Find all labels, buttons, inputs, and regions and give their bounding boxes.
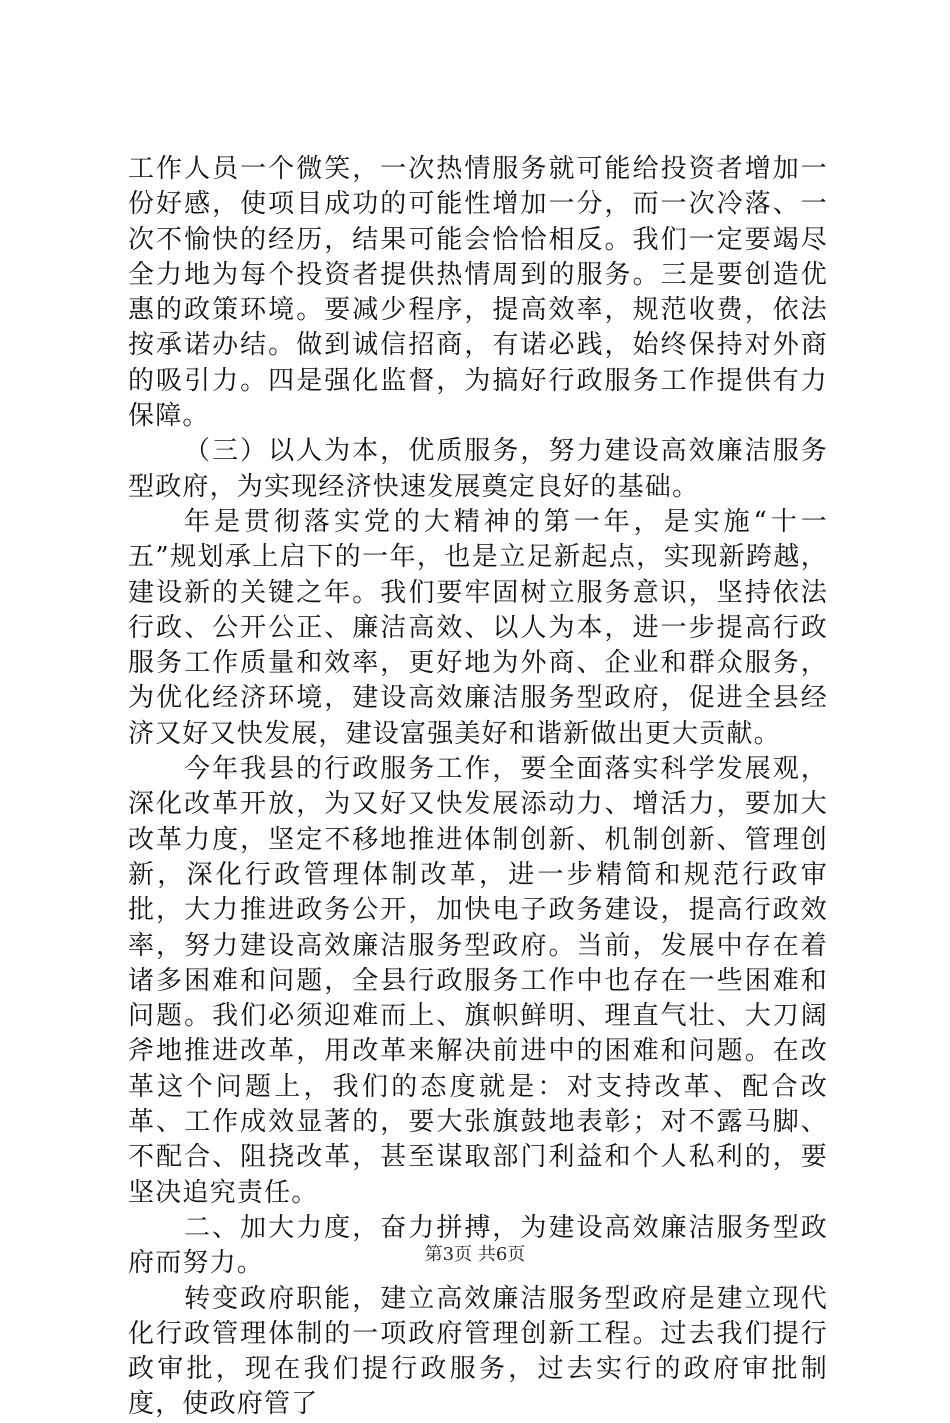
page-number-footer: 第3页 共6页 [424, 1244, 526, 1265]
paragraph-1: 工作人员一个微笑，一次热情服务就可能给投资者增加一份好感，使项目成功的可能性增加一分，而一次冷落、一次不愉快的经历，结果可能会恰恰相反。我们一定要竭尽全力地为每个投资者提供热情周到的服务。三是要创造优惠的政策环境。要减少程序，提高效率，规范收费，依法按承诺办结。做到诚信招商，有诺必践，始终保持对外商的吸引力。四是强化监督，为搞好行政服务工作提供有力保障。 [128, 154, 828, 432]
paragraph-5: 二、加大力度，奋力拼搏，为建设高效廉洁服务型政府而努力。 [128, 1212, 828, 1279]
document-body [128, 152, 828, 1423]
paragraph-6: 转变政府职能，建立高效廉洁服务型政府是建立现代化行政管理体制的一项政府管理创新工程。过去我们提行政审批，现在我们提行政服务，过去实行的政府审批制度，使政府管了 [128, 1283, 828, 1420]
paragraph-4: 今年我县的行政服务工作，要全面落实科学发展观，深化改革开放，为又好又快发展添动力、增活力，要加大改革力度，坚定不移地推进体制创新、机制创新、管理创新，深化行政管理体制改革，进一步精简和规范行政审批，大力推进政务公开，加快电子政务建设，提高行政效率，努力建设高效廉洁服务型政府。当前，发展中存在着诸多困难和问题，全县行政服务工作中也存在一些困难和问题。我们必须迎难而上、旗帜鲜明、理直气壮、大刀阔斧地推进改革，用改革来解决前进中的困难和问题。在改革这个问题上，我们的态度就是：对支持改革、配合改革、工作成效显著的，要大张旗鼓地表彰；对不露马脚、不配合、阻挠改革，甚至谋取部门利益和个人私利的，要坚决追究责任。 [128, 754, 828, 1208]
paragraph-3: 年是贯彻落实党的大精神的第一年，是实施“十一五”规划承上启下的一年，也是立足新起点，实现新跨越，建设新的关键之年。我们要牢固树立服务意识，坚持依法行政、公开公正、廉洁高效、以人为本，进一步提高行政服务工作质量和效率，更好地为外商、企业和群众服务，为优化经济环境，建设高效廉洁服务型政府，促进全县经济又好又快发展，建设富强美好和谐新做出更大贡献。 [128, 506, 828, 749]
paragraph-2: （三）以人为本，优质服务，努力建设高效廉洁服务型政府，为实现经济快速发展奠定良好的基础。 [128, 436, 828, 502]
